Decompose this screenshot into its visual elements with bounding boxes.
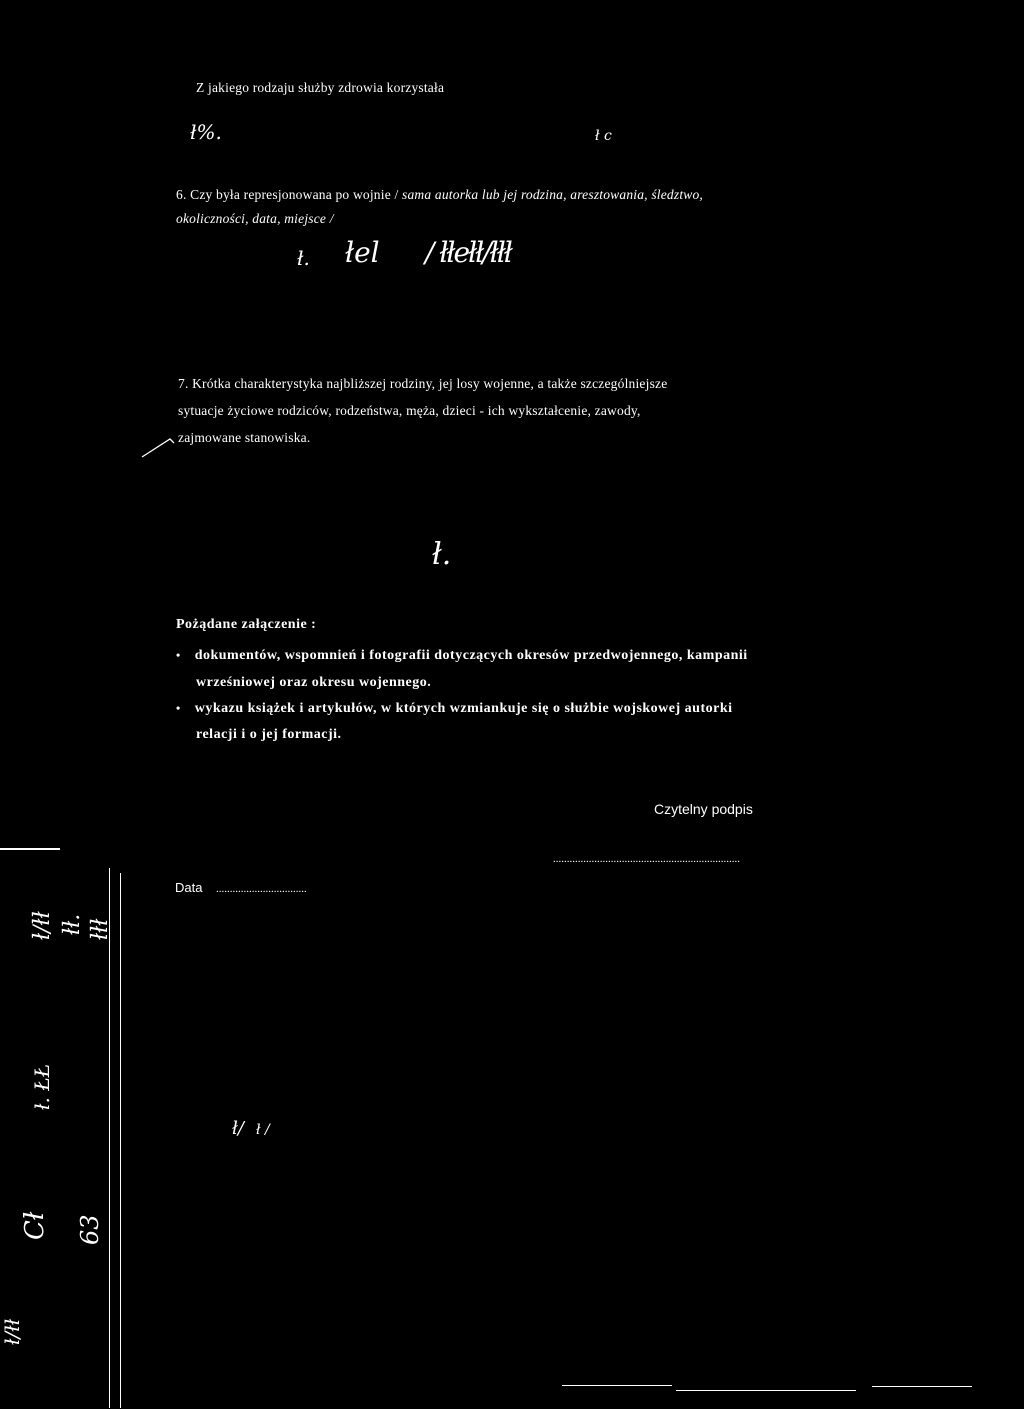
attachment-item-2-cont: relacji i o jej formacji. xyxy=(196,727,342,742)
question-7-line-1: 7. Krótka charakterystyka najbliższej rodziny, jej losy wojenne, a także szczególniejsze xyxy=(178,376,668,391)
handwriting-q6-a: ł. xyxy=(297,246,310,270)
bottom-rule-3 xyxy=(872,1386,972,1387)
handwritten-arrow-icon xyxy=(140,435,176,459)
question-6 xyxy=(176,183,766,231)
attachment-item-1-cont: wrześniowej oraz okresu wojennego. xyxy=(196,675,432,690)
handwriting-q6-b: łel xyxy=(345,236,380,269)
handwriting-q5-a: ł%. xyxy=(190,120,222,144)
margin-note-c: łłł xyxy=(88,918,113,940)
margin-vertical-line-2 xyxy=(120,873,121,1408)
attachment-item-2: • wykazu książek i artykułów, w których wzmiankuje się o służbie wojskowej autorki xyxy=(176,701,733,716)
handwriting-q7-mark: ł. xyxy=(432,537,452,572)
margin-note-e: Cł xyxy=(20,1211,50,1240)
question-5-label: Z jakiego rodzaju służby zdrowia korzystała xyxy=(196,80,445,95)
bottom-rule-2 xyxy=(676,1390,856,1391)
handwriting-bottom-a: ł/ xyxy=(232,1118,244,1139)
margin-vertical-line xyxy=(109,868,110,1408)
margin-note-g: 63 xyxy=(76,1214,104,1245)
bullet-icon: • xyxy=(176,701,181,715)
handwriting-bottom-b: ł / xyxy=(256,1122,270,1138)
handwriting-q6-c: / łłełł/łłł xyxy=(425,236,511,269)
question-6-lead: Czy była represjonowana po wojnie / xyxy=(190,187,399,202)
question-6-number: 6. xyxy=(176,187,187,202)
attachment-item-1: • dokumentów, wspomnień i fotografii dotyczących okresów przedwojennego, kampanii xyxy=(176,648,748,663)
margin-note-f: ł/łł xyxy=(0,1318,24,1345)
date-label: Data xyxy=(175,880,203,895)
question-7-line-2: sytuacje życiowe rodziców, rodzeństwa, męża, dzieci - ich wykształcenie, zawody, xyxy=(178,403,641,418)
bullet-icon: • xyxy=(176,648,181,662)
margin-note-b: łł. xyxy=(60,913,85,935)
margin-note-a: ł/łł xyxy=(30,911,55,940)
attachments-title: Pożądane załączenie : xyxy=(176,617,317,632)
question-7-line-3: zajmowane stanowiska. xyxy=(178,430,311,445)
margin-note-d: ł. ŁŁ xyxy=(30,1064,54,1110)
margin-rule xyxy=(0,848,60,850)
handwriting-q5-b: ł c xyxy=(595,128,612,144)
signature-line: .................................................................... xyxy=(553,853,740,865)
date-line: ................................. xyxy=(216,883,307,895)
bottom-rule-1 xyxy=(562,1385,672,1386)
signature-label: Czytelny podpis xyxy=(654,801,753,817)
question-6-italic: sama autorka lub jej rodzina, aresztowania, śledztwo, okoliczności, data, miejsce / xyxy=(176,187,704,226)
